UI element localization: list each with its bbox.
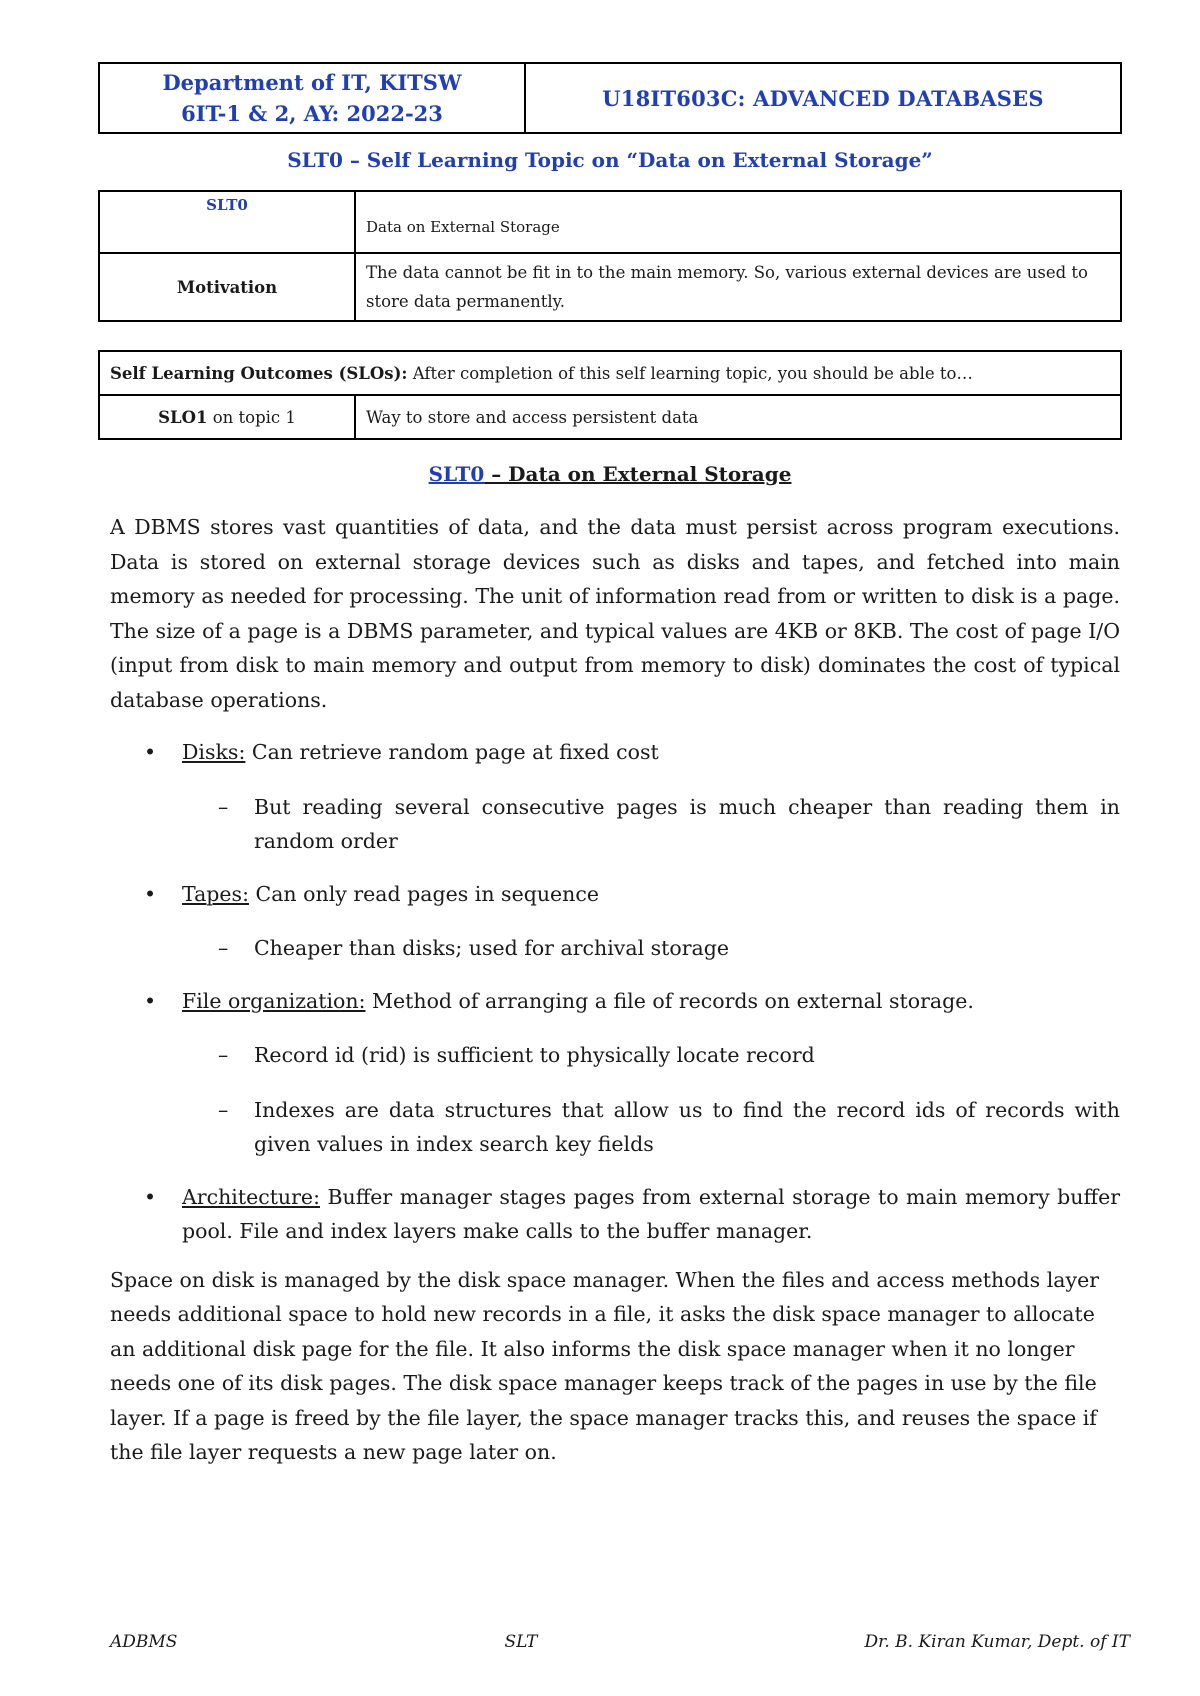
dash-icon: –	[218, 794, 229, 819]
bullet-term: Architecture:	[182, 1184, 320, 1209]
bullet-term: Disks:	[182, 740, 246, 764]
slt-value: Data on External Storage	[355, 191, 1121, 253]
bullet-dot-icon: •	[144, 1184, 157, 1209]
sub-bullet-item	[218, 931, 1120, 966]
bullet-item	[144, 1180, 1120, 1249]
slo1-value: Way to store and access persistent data	[355, 395, 1121, 439]
bullet-text: Can retrieve random page at fixed cost	[245, 740, 659, 764]
bullet-text: Method of arranging a file of records on external storage.	[365, 988, 974, 1013]
motivation-row	[99, 253, 1121, 321]
bullet-text: Buffer manager stages pages from external storage to main memory buffer pool. File and index layers make calls to the buffer manager.	[182, 1184, 1120, 1243]
closing-paragraph: Space on disk is managed by the disk space manager. When the files and access methods layer needs additional space to hold new records in a file, it asks the disk space manager to allocate an additional disk page for the file. It also informs the disk space manager when it no longer needs one of its disk pages. The disk space manager keeps track of the pages in use by the file layer. If a page is freed by the file layer, the space manager tracks this, and reuses the space if the file layer requests a new page later on.	[110, 1267, 1100, 1464]
bullet-dot-icon: •	[144, 740, 157, 764]
bullet-term: Tapes:	[182, 881, 249, 906]
header-box	[98, 62, 1122, 134]
section-heading	[98, 462, 1122, 486]
slo1-bold: SLO1	[158, 407, 208, 427]
bullet-item	[144, 877, 1120, 912]
footer-right: Dr. B. Kiran Kumar, Dept. of IT	[864, 1632, 1130, 1652]
slo-header-bold: Self Learning Outcomes (SLOs):	[110, 363, 408, 383]
section-link[interactable]: SLT0	[428, 462, 485, 486]
page-footer	[110, 1632, 1130, 1652]
info-table	[98, 190, 1122, 322]
footer-left: ADBMS	[110, 1632, 178, 1652]
sub-bullet-text: Record id (rid) is sufficient to physically locate record	[254, 1043, 815, 1067]
footer-center: SLT	[504, 1632, 538, 1652]
slt-title: SLT0 – Self Learning Topic on “Data on External Storage”	[287, 148, 933, 172]
slo-header-text: After completion of this self learning topic, you should be able to…	[407, 363, 973, 383]
sub-bullet-text: Indexes are data structures that allow us to find the record ids of records with given values in index search key fields	[254, 1097, 1120, 1156]
bullet-dot-icon: •	[144, 881, 157, 906]
course-title: U18IT603C: ADVANCED DATABASES	[602, 85, 1044, 111]
slo-table	[98, 350, 1122, 440]
document-page	[98, 62, 1122, 1470]
motivation-label: Motivation	[99, 253, 355, 321]
slo-header-row	[99, 351, 1121, 395]
dash-icon: –	[218, 1043, 229, 1067]
sub-bullet-item	[218, 1038, 1120, 1073]
sub-bullet-item	[218, 790, 1120, 859]
sub-bullet-text: Cheaper than disks; used for archival storage	[254, 936, 730, 960]
sub-bullet-text: But reading several consecutive pages is much cheaper than reading them in random order	[254, 794, 1120, 853]
academic-year: 6IT-1 & 2, AY: 2022-23	[181, 101, 443, 126]
bullet-item	[144, 735, 1120, 770]
slo1-label	[99, 395, 355, 439]
slo1-row	[99, 395, 1121, 439]
sub-bullet-item	[218, 1093, 1120, 1162]
motivation-value: The data cannot be fit in to the main memory. So, various external devices are used to store data permanently.	[355, 253, 1121, 321]
bullet-list	[98, 735, 1122, 1249]
slo1-rest: on topic 1	[207, 407, 296, 427]
bullet-text: Can only read pages in sequence	[249, 881, 599, 906]
dash-icon: –	[218, 936, 229, 960]
bullet-term: File organization:	[182, 988, 366, 1013]
section-heading-text: – Data on External Storage	[484, 462, 792, 486]
department-cell	[100, 64, 526, 132]
department-name: Department of IT, KITSW	[162, 70, 462, 95]
bullet-dot-icon: •	[144, 988, 157, 1013]
slo-header	[99, 351, 1121, 395]
intro-paragraph: A DBMS stores vast quantities of data, and the data must persist across program executions. Data is stored on external storage devices such as disks and tapes, and fetched into main memory as needed for processing. The unit of information read from or written to disk is a page. The size of a page is a DBMS parameter, and typical values are 4KB or 8KB. The cost of page I/O (input from disk to main memory and output from memory to disk) dominates the cost of typical database operations.	[110, 515, 1120, 712]
slt-label: SLT0	[99, 191, 355, 253]
bullet-item	[144, 984, 1120, 1019]
slt-row	[99, 191, 1121, 253]
dash-icon: –	[218, 1097, 229, 1122]
